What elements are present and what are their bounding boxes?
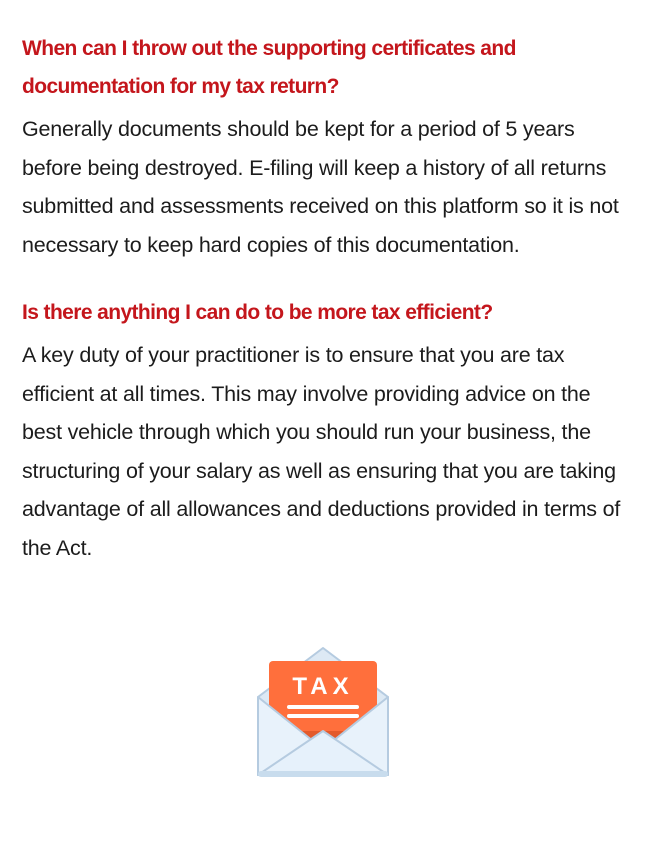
faq-answer: Generally documents should be kept for a period of 5 years before being destroyed. E-filing will keep a history of all returns submitted and assessments received on this platform so it is not necessary to keep hard copies of this documentation. [22, 117, 619, 257]
faq-item-documents [22, 30, 627, 264]
tax-envelope-icon [255, 645, 391, 781]
tax-envelope-graphic [255, 645, 391, 781]
faq-content [22, 30, 627, 567]
faq-question: When can I throw out the supporting certificates and documentation for my tax return? [22, 37, 516, 98]
faq-question: Is there anything I can do to be more tax efficient? [22, 301, 493, 324]
faq-item-tax-efficiency [22, 294, 627, 567]
faq-answer: A key duty of your practitioner is to ensure that you are tax efficient at all times. This may involve providing advice on the best vehicle through which you should run your business, the structuring of your salary as well as ensuring that you are taking advantage of all allowances and deductions provided in terms of the Act. [22, 343, 621, 560]
tax-label: TAX [292, 673, 354, 700]
